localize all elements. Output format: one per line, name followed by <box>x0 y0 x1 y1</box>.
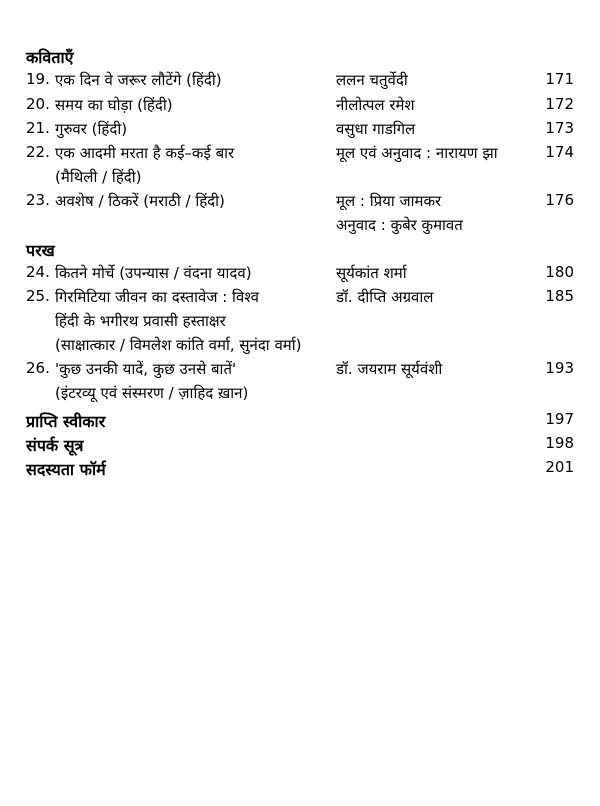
entry-author: मूल एवं अनुवाद : नारायण झा <box>336 144 498 162</box>
entry-page: 176 <box>545 191 574 209</box>
entry-title: 'कुछ उनकी यादें, कुछ उनसे बातें' <box>55 360 237 378</box>
entry-title: कितने मोर्चे (उपन्यास / वंदना यादव) <box>55 264 252 282</box>
toc-entry-membership-form[interactable] <box>26 458 574 482</box>
toc-entry[interactable] <box>26 119 574 145</box>
entry-page: 180 <box>545 263 574 281</box>
entry-author: मूल : प्रिया जामकर <box>336 192 442 210</box>
entry-page: 172 <box>545 95 574 113</box>
entry-title: एक दिन वे जरूर लौटेंगे (हिंदी) <box>55 71 222 89</box>
entry-title: अवशेष / ठिकरें (मराठी / हिंदी) <box>55 192 225 210</box>
entry-title: एक आदमी मरता है कई–कई बार <box>55 144 235 162</box>
entry-number: 26. <box>26 359 50 377</box>
entry-title-continuation: (मैथिली / हिंदी) <box>55 168 142 186</box>
entry-author-continuation: अनुवाद : कुबेर कुमावत <box>336 216 463 234</box>
entry-number: 20. <box>26 95 50 113</box>
entry-title-continuation: (साक्षात्कार / विमलेश कांति वर्मा, सुनंदा वर्मा) <box>55 336 302 354</box>
toc-entry-contact[interactable] <box>26 434 574 458</box>
entry-author: डॉ. दीप्ति अग्रवाल <box>336 288 434 306</box>
entry-number: 21. <box>26 119 50 137</box>
toc-entry-acknowledgements[interactable] <box>26 410 574 434</box>
entry-page: 171 <box>545 70 574 88</box>
entry-author: ललन चतुर्वेदी <box>336 71 408 89</box>
entry-number: 23. <box>26 191 50 209</box>
entry-page: 173 <box>545 119 574 137</box>
toc-entry[interactable] <box>26 359 574 385</box>
entry-page: 198 <box>545 434 574 452</box>
entry-page: 193 <box>545 359 574 377</box>
section-heading-review: परख <box>26 241 55 260</box>
toc-entry[interactable] <box>26 95 574 121</box>
entry-number: 24. <box>26 263 50 281</box>
section-heading-poems: कविताएँ <box>26 48 74 67</box>
entry-author: सूर्यकांत शर्मा <box>336 264 407 282</box>
entry-number: 22. <box>26 143 50 161</box>
toc-entry[interactable] <box>26 143 574 169</box>
entry-number: 25. <box>26 287 50 305</box>
entry-author: डॉ. जयराम सूर्यवंशी <box>336 360 443 378</box>
entry-title: गुरुवर (हिंदी) <box>55 120 128 138</box>
toc-entry[interactable] <box>26 263 574 289</box>
toc-entry[interactable] <box>26 287 574 313</box>
toc-entry[interactable] <box>26 191 574 217</box>
entry-title: संपर्क सूत्र <box>26 436 84 455</box>
toc-entry[interactable] <box>26 70 574 96</box>
entry-page: 185 <box>545 287 574 305</box>
entry-page: 201 <box>545 458 574 476</box>
entry-title-continuation: (इंटरव्यू एवं संस्मरण / ज़ाहिद ख़ान) <box>55 384 249 402</box>
entry-title: समय का घोड़ा (हिंदी) <box>55 96 173 114</box>
entry-title-continuation: हिंदी के भगीरथ प्रवासी हस्ताक्षर <box>55 312 226 330</box>
entry-author: वसुधा गाडगिल <box>336 120 416 138</box>
entry-page: 174 <box>545 143 574 161</box>
entry-number: 19. <box>26 70 50 88</box>
entry-title: गिरमिटिया जीवन का दस्तावेज : विश्व <box>55 288 259 306</box>
entry-page: 197 <box>545 410 574 428</box>
entry-author: नीलोत्पल रमेश <box>336 96 415 114</box>
entry-title: प्राप्ति स्वीकार <box>26 412 106 431</box>
entry-title: सदस्यता फॉर्म <box>26 460 106 479</box>
